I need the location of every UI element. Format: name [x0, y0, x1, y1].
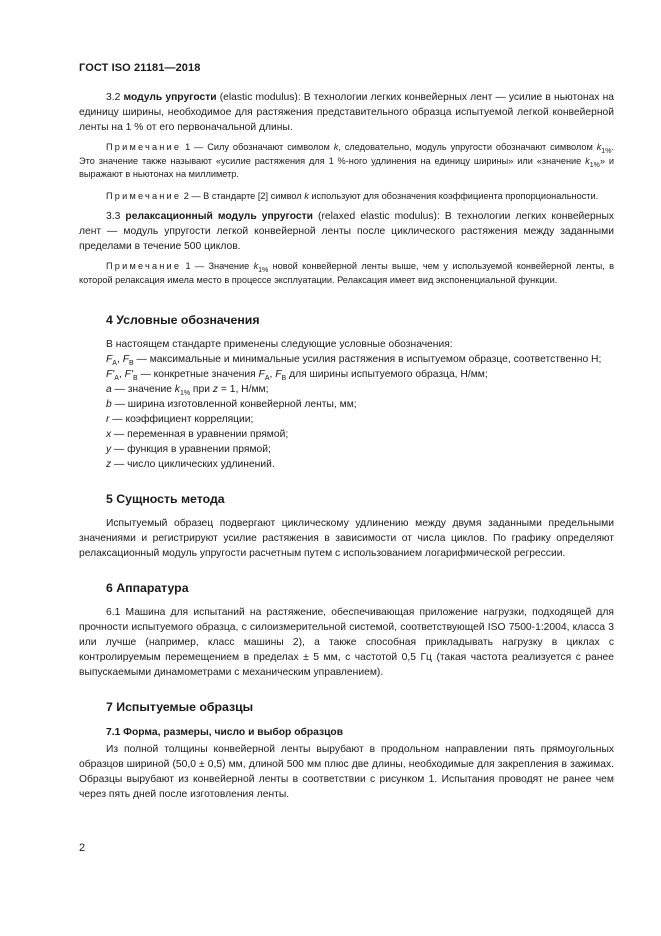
- note-3-3-1: Примечание 1 — Значение $k_{1\%}$ новой конвейерной ленты выше, чем у используемой конвейерной ленты, в которой релаксация имела место в процессе эксплуатации. Релаксация имеет вид экспоненциальной функции.: [79, 261, 615, 285]
- symbols-list: [79, 337, 614, 472]
- list-item: a — значение $k_{1\%}$ при z = 1, Н/мм;: [106, 384, 269, 397]
- section-6-title: 6 Аппаратура: [106, 581, 189, 595]
- symbols-intro: В настоящем стандарте применены следующие условные обозначения:: [106, 339, 453, 350]
- document-header: ГОСТ ISO 21181—2018: [79, 62, 201, 74]
- term-3-3: [79, 209, 614, 254]
- list-item: z — число циклических удлинений.: [106, 459, 275, 470]
- section-7-title: 7 Испытуемые образцы: [106, 700, 254, 714]
- term-name: релаксационный модуль упругости: [125, 211, 313, 222]
- note-3-2-1: Примечание 1 — Силу обозначают символом k, следовательно, модуль упругости обозначают символом $k_{1\%}$. Это значение также называют «усилие растяжения для 1 %-ного удлинения на единицу ширины» или «значение $k_{1\%}$» и выражают в ньютонах на миллиметр.: [79, 142, 615, 179]
- section-5-title: 5 Сущность метода: [106, 492, 225, 506]
- term-definition: (elastic modulus): В технологии легких конвейерных лент — усилие в ньютонах на единицу ширины, необходимое для растяжения представительного образца испытуемой легкой конвейерной ленты на 1 % от его первоначальной длины.: [79, 92, 614, 133]
- section-6-text: 6.1 Машина для испытаний на растяжение, обеспечивающая приложение нагрузки, подходящей для прочности испытуемого образца, с силоизмерительной системой, соответствующей ISO 7500-1:2004, класса 3 или лучше (например, класс машины 2), а также способная прикладывать нагрузку в циклах с контролируемым перемещением в пределах ± 5 мм, с частотой 0,5 Гц (такая частота реализуется с ранее выпускаемыми динамометрами с механическим управлением).: [79, 607, 614, 678]
- subsection-7-1-title: 7.1 Форма, размеры, число и выбор образцов: [106, 727, 344, 738]
- list-item: r — коэффициент корреляции;: [106, 414, 254, 425]
- clause-number: 3.2: [106, 92, 121, 103]
- page-body: [79, 90, 614, 802]
- section-4-title: 4 Условные обозначения: [106, 313, 260, 327]
- note-label: Примечание: [106, 190, 182, 201]
- term-3-2: [79, 90, 614, 135]
- section-7-1-text: Из полной толщины конвейерной ленты вырубают в продольном направлении пять прямоугольных образцов шириной (50,0 ± 0,5) мм, длиной 500 мм плюс две длины, необходимые для закрепления в зажимах. Образцы вырубают из конвейерной ленты в соответствии с рисунком 1. Испытания проводят не ранее чем через пять дней после изготовления ленты.: [79, 744, 614, 800]
- list-item: $F_A$, $F_B$ — максимальные и минимальные усилия растяжения в испытуемом образце, соответственно Н;: [106, 354, 602, 367]
- term-name: модуль упругости: [123, 92, 217, 103]
- list-item: b — ширина изготовленной конвейерной ленты, мм;: [106, 399, 357, 410]
- page-number: 2: [79, 842, 86, 854]
- section-5-text: Испытуемый образец подвергают циклическому удлинению между двумя заданными предельными значениями и регистрируют усилие растяжения в зависимости от числа циклов. По графику определяют релаксационный модуль упругости расчетным путем с использованием логарифмической регрессии.: [79, 518, 614, 559]
- note-label: Примечание: [106, 142, 182, 152]
- clause-number: 3.3: [106, 211, 121, 222]
- note-label: Примечание: [106, 261, 182, 271]
- note-3-2-2: Примечание 2 — В стандарте [2] символ k используют для обозначения коэффициента пропорциональности.: [106, 190, 599, 201]
- list-item: x — переменная в уравнении прямой;: [106, 429, 289, 440]
- list-item: y — функция в уравнении прямой;: [106, 444, 271, 455]
- term-definition: (relaxed elastic modulus): В технологии легких конвейерных лент — модуль упругости легкой конвейерной ленты после циклического растяжения между заданными пределами в течение 500 циклов.: [79, 211, 614, 252]
- list-item: $F'_A$, $F'_B$ — конкретные значения $F_A$, $F_B$ для ширины испытуемого образца, Н/мм;: [106, 369, 488, 382]
